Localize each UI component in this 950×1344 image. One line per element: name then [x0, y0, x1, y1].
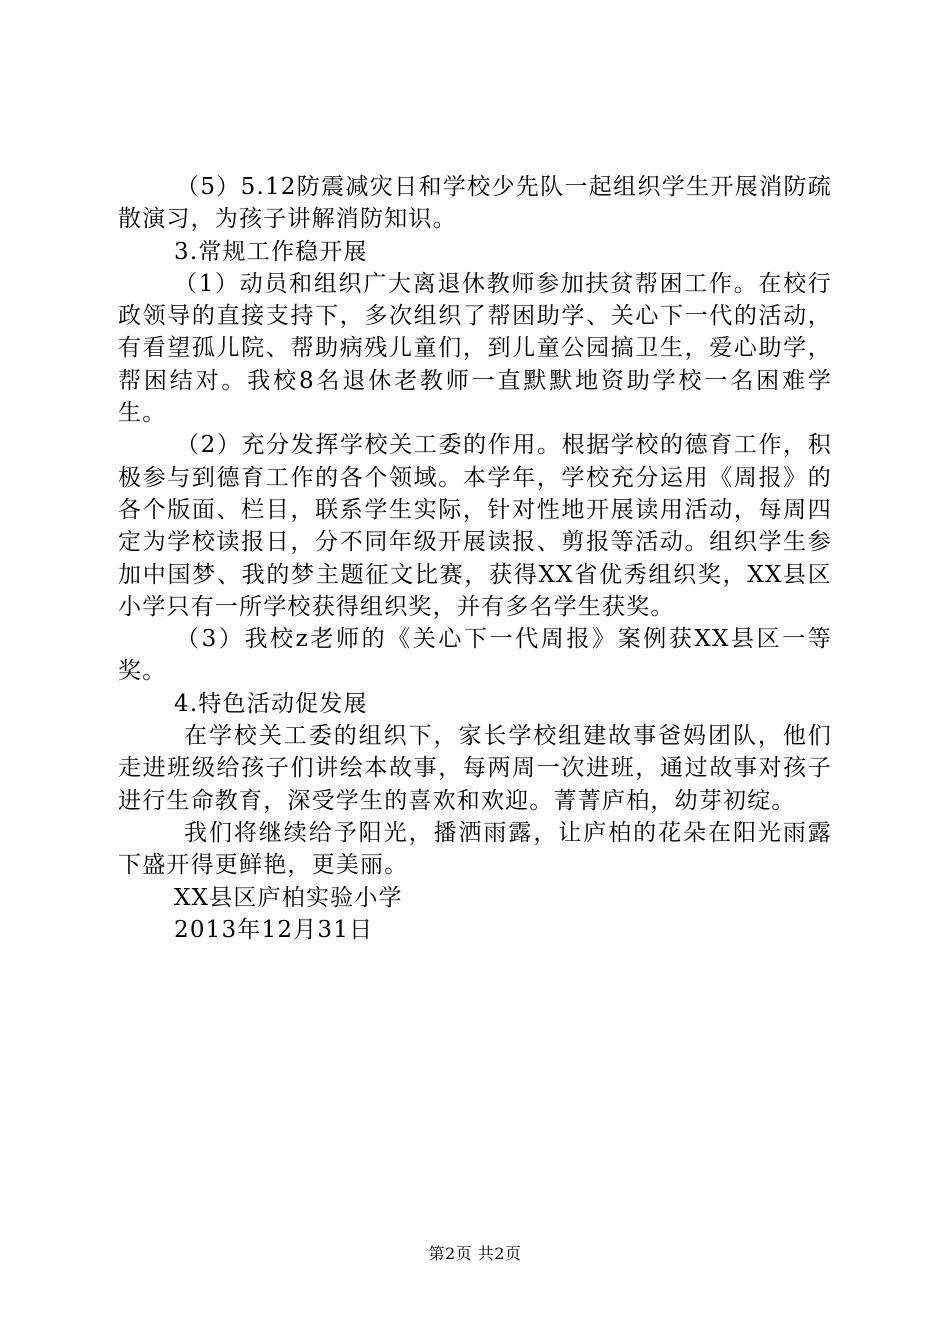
section-heading-routine-work: 3.常规工作稳开展	[174, 238, 368, 265]
paragraph-case-award: （3）我校z老师的《关心下一代周报》案例获XX县区一等奖。	[118, 626, 832, 685]
page-number-footer: 第2页 共2页	[428, 1244, 522, 1263]
paragraph-closing: 我们将继续给予阳光，播洒雨露，让庐柏的花朵在阳光雨露下盛开得更鲜艳，更美丽。	[118, 819, 832, 879]
paragraph-poverty-aid: （1）动员和组织广大离退休教师参加扶贫帮困工作。在校行政领导的直接支持下，多次组织了帮困助学、关心下一代的活动，有看望孤儿院、帮助病残儿童们，到儿童公园搞卫生，爱心助学，帮困结对。我校8名退休老教师一直默默地资助学校一名困难学生。	[118, 270, 832, 427]
paragraph-story-parents: 在学校关工委的组织下，家长学校组建故事爸妈团队，他们走进班级给孩子们讲绘本故事，每两周一次进班，通过故事对孩子进行生命教育，深受学生的喜欢和欢迎。菁菁庐柏，幼芽初绽。	[118, 723, 832, 814]
paragraph-fire-drill: （5）5.12防震减灾日和学校少先队一起组织学生开展消防疏散演习，为孩子讲解消防知识。	[118, 174, 832, 233]
paragraph-moral-education: （2）充分发挥学校关工委的作用。根据学校的德育工作，积极参与到德育工作的各个领域。本学年，学校充分运用《周报》的各个版面、栏目，联系学生实际，针对性地开展读用活动，每周四定为学校读报日，分不同年级开展读报、剪报等活动。组织学生参加中国梦、我的梦主题征文比赛，获得XX省优秀组织奖，XX县区小学只有一所学校获得组织奖，并有多名学生获奖。	[118, 432, 832, 620]
signature-school-name: XX县区庐柏实验小学	[174, 884, 403, 911]
signature-date: 2013年12月31日	[174, 916, 374, 943]
section-heading-special-activities: 4.特色活动促发展	[174, 690, 368, 717]
document-body	[118, 171, 832, 946]
